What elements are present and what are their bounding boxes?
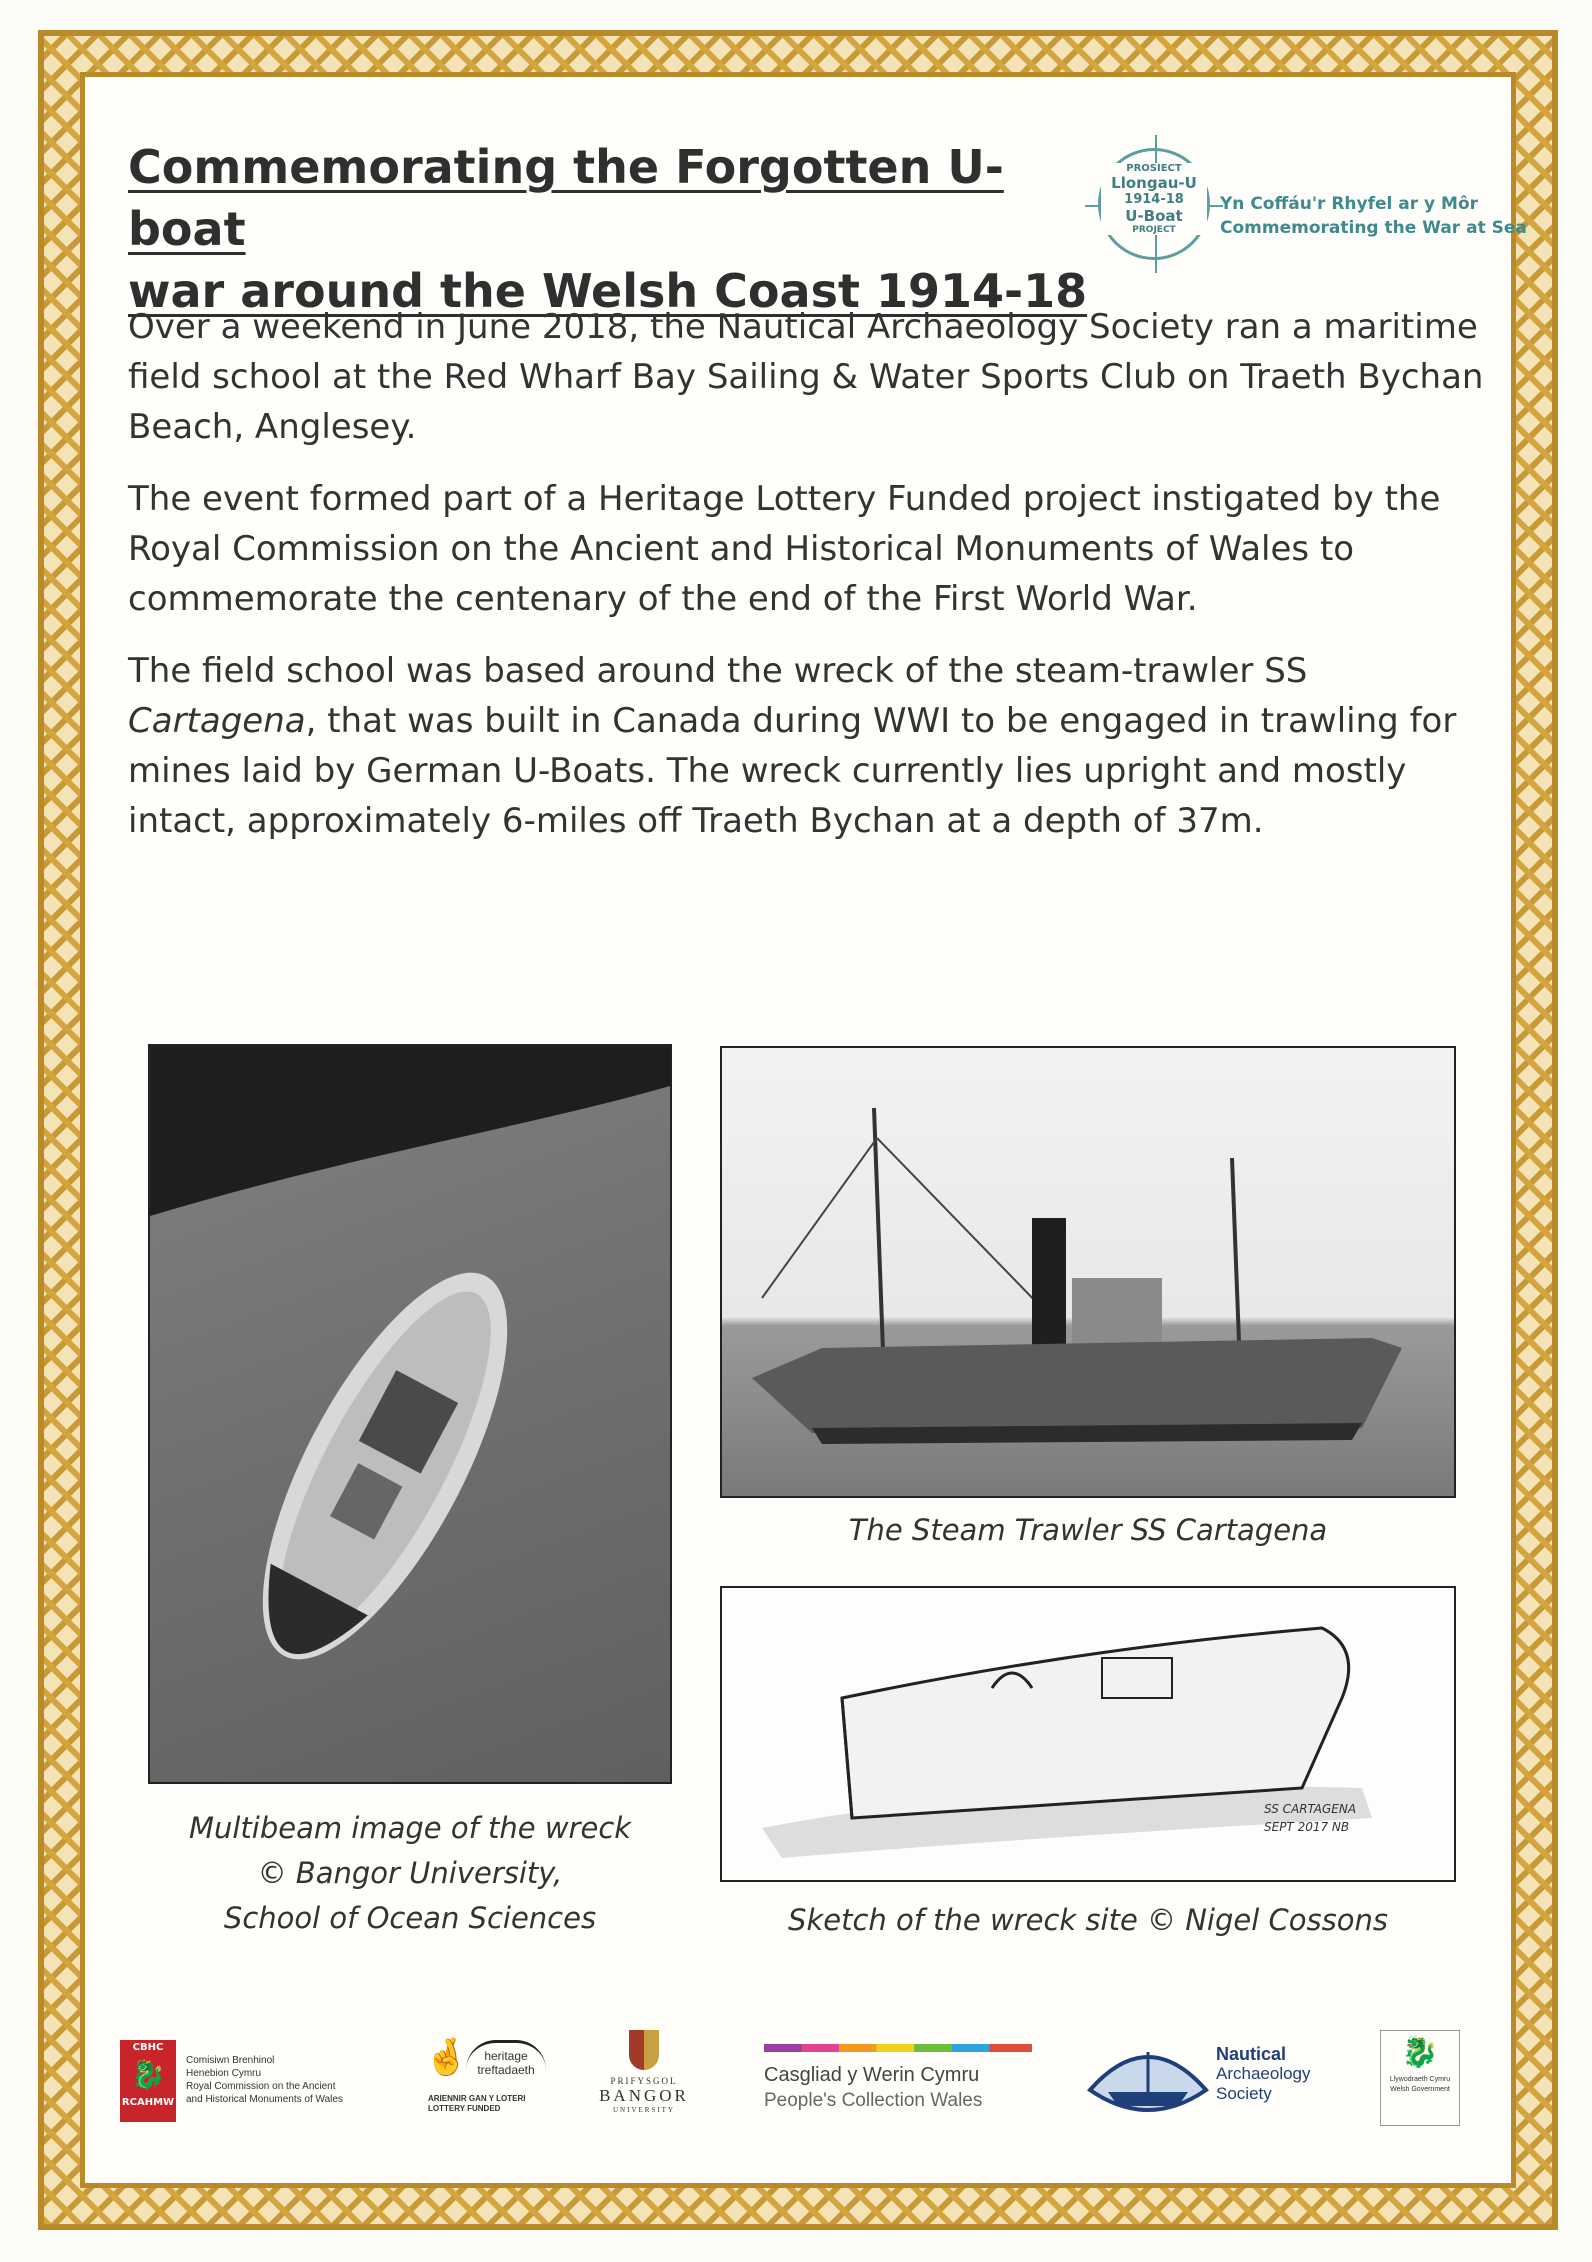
trawler-caption: The Steam Trawler SS Cartagena <box>848 1513 1328 1547</box>
peoples-collection-english: People's Collection Wales <box>764 2090 983 2111</box>
peoples-collection-welsh: Casgliad y Werin Cymru <box>764 2064 980 2086</box>
page-title <box>128 136 1088 322</box>
project-tagline-english: Commemorating the War at Sea <box>1220 218 1527 238</box>
multibeam-caption-line-2: © Bangor University, <box>257 1856 563 1890</box>
nas-label-2: Archaeology <box>1216 2064 1311 2083</box>
ship-name: Cartagena <box>128 701 306 741</box>
sketch-caption: Sketch of the wreck site © Nigel Cossons <box>788 1903 1388 1937</box>
nas-label-3: Society <box>1216 2084 1272 2103</box>
multibeam-caption <box>148 1806 672 1941</box>
welsh-dragon-icon: 🐉 <box>1401 2035 1439 2070</box>
nas-label-1: Nautical <box>1216 2044 1287 2064</box>
uboat-project-badge <box>1098 148 1210 260</box>
badge-bottom: PROJECT <box>1101 225 1207 235</box>
rcahmw-welsh-1: Comisiwn Brenhinol <box>186 2055 275 2066</box>
bangor-label-2: BANGOR <box>599 2086 689 2105</box>
paragraph-3-end: , that was built in Canada during WWI to be engaged in trawling for mines laid by German U-Boats. The wreck currently lies upright and mostly intact, approximately 6-miles off Traeth Bychan at a depth of 37m. <box>128 701 1457 841</box>
rcahmw-dragon-block <box>120 2040 176 2122</box>
title-line-1: Commemorating the Forgotten U-boat <box>128 140 1004 256</box>
sketch-signature-2: SEPT 2017 NB <box>1264 1820 1350 1834</box>
title-line-2: war around the Welsh Coast 1914-18 <box>128 264 1088 318</box>
peoples-collection-logo <box>764 2030 1034 2140</box>
heritage-text <box>466 2040 546 2077</box>
wreck-sketch-svg <box>722 1588 1454 1880</box>
lottery-funded-text <box>428 2094 526 2114</box>
seabed-shadow <box>150 1046 670 1216</box>
rcahmw-english-1: Royal Commission on the Ancient <box>186 2081 336 2092</box>
rainbow-bar <box>764 2044 1032 2052</box>
project-tagline <box>1220 192 1527 240</box>
project-tagline-welsh: Yn Coffáu'r Rhyfel ar y Môr <box>1220 194 1479 214</box>
heritage-label-2: treftadaeth <box>477 2063 535 2077</box>
rcahmw-english-2: and Historical Monuments of Wales <box>186 2094 343 2105</box>
wreck-hull <box>215 1240 555 1693</box>
paragraph-3-start: The field school was based around the wreck of the steam-trawler SS <box>128 651 1308 691</box>
badge-top: PROSIECT <box>1101 163 1207 174</box>
trawler-photo-svg <box>722 1048 1454 1496</box>
wreck-sketch <box>720 1586 1456 1882</box>
rcahmw-logo <box>120 2030 343 2140</box>
multibeam-wreck-svg <box>150 1046 670 1782</box>
multibeam-caption-line-1: Multibeam image of the wreck <box>188 1811 632 1845</box>
paragraph-2: The event formed part of a Heritage Lottery Funded project instigated by the Royal Commission on the Ancient and Historical Monuments of Wales to commemorate the centenary of the end of the First World War. <box>128 479 1441 619</box>
nas-ship-icon <box>1086 2034 1210 2124</box>
bangor-label-1: PRIFYSGOL <box>610 2076 678 2086</box>
bangor-label-3: UNIVERSITY <box>613 2106 675 2114</box>
crossed-fingers-icon: 🤞 <box>424 2037 469 2078</box>
rcahmw-text <box>186 2054 356 2106</box>
heritage-lottery-logo <box>424 2030 554 2140</box>
rcahmw-top-label: CBHC <box>132 2042 164 2053</box>
multibeam-caption-line-3: School of Ocean Sciences <box>223 1901 597 1935</box>
welsh-government-label-1: Llywodraeth Cymru <box>1389 2076 1451 2083</box>
rcahmw-bottom-label: RCAHMW <box>121 2097 175 2108</box>
trawler-photo <box>720 1046 1456 1498</box>
multibeam-image <box>148 1044 672 1784</box>
lottery-label-1: ARIENNIR GAN Y LOTERI <box>428 2094 526 2103</box>
badge-line-2: 1914-18 <box>1101 192 1207 207</box>
rcahmw-welsh-2: Henebion Cymru <box>186 2068 262 2079</box>
bangor-crest-icon <box>629 2030 659 2070</box>
badge-line-3: U-Boat <box>1101 207 1207 225</box>
bangor-university-logo <box>574 2030 714 2140</box>
article-body <box>128 302 1488 868</box>
welsh-government-logo <box>1380 2030 1460 2126</box>
sketch-signature-1: SS CARTAGENA <box>1264 1802 1357 1816</box>
paragraph-3 <box>128 646 1488 846</box>
heritage-label-1: heritage <box>484 2049 528 2063</box>
paragraph-1: Over a weekend in June 2018, the Nautical Archaeology Society ran a maritime field school at the Red Wharf Bay Sailing & Water Sports Club on Traeth Bychan Beach, Anglesey. <box>128 307 1484 447</box>
nautical-archaeology-society-logo <box>1086 2030 1326 2140</box>
dragon-icon: 🐉 <box>130 2058 166 2091</box>
lottery-label-2: LOTTERY FUNDED <box>428 2104 501 2113</box>
badge-line-1: Llongau-U <box>1101 174 1207 192</box>
welsh-government-label-2: Welsh Government <box>1390 2086 1450 2093</box>
